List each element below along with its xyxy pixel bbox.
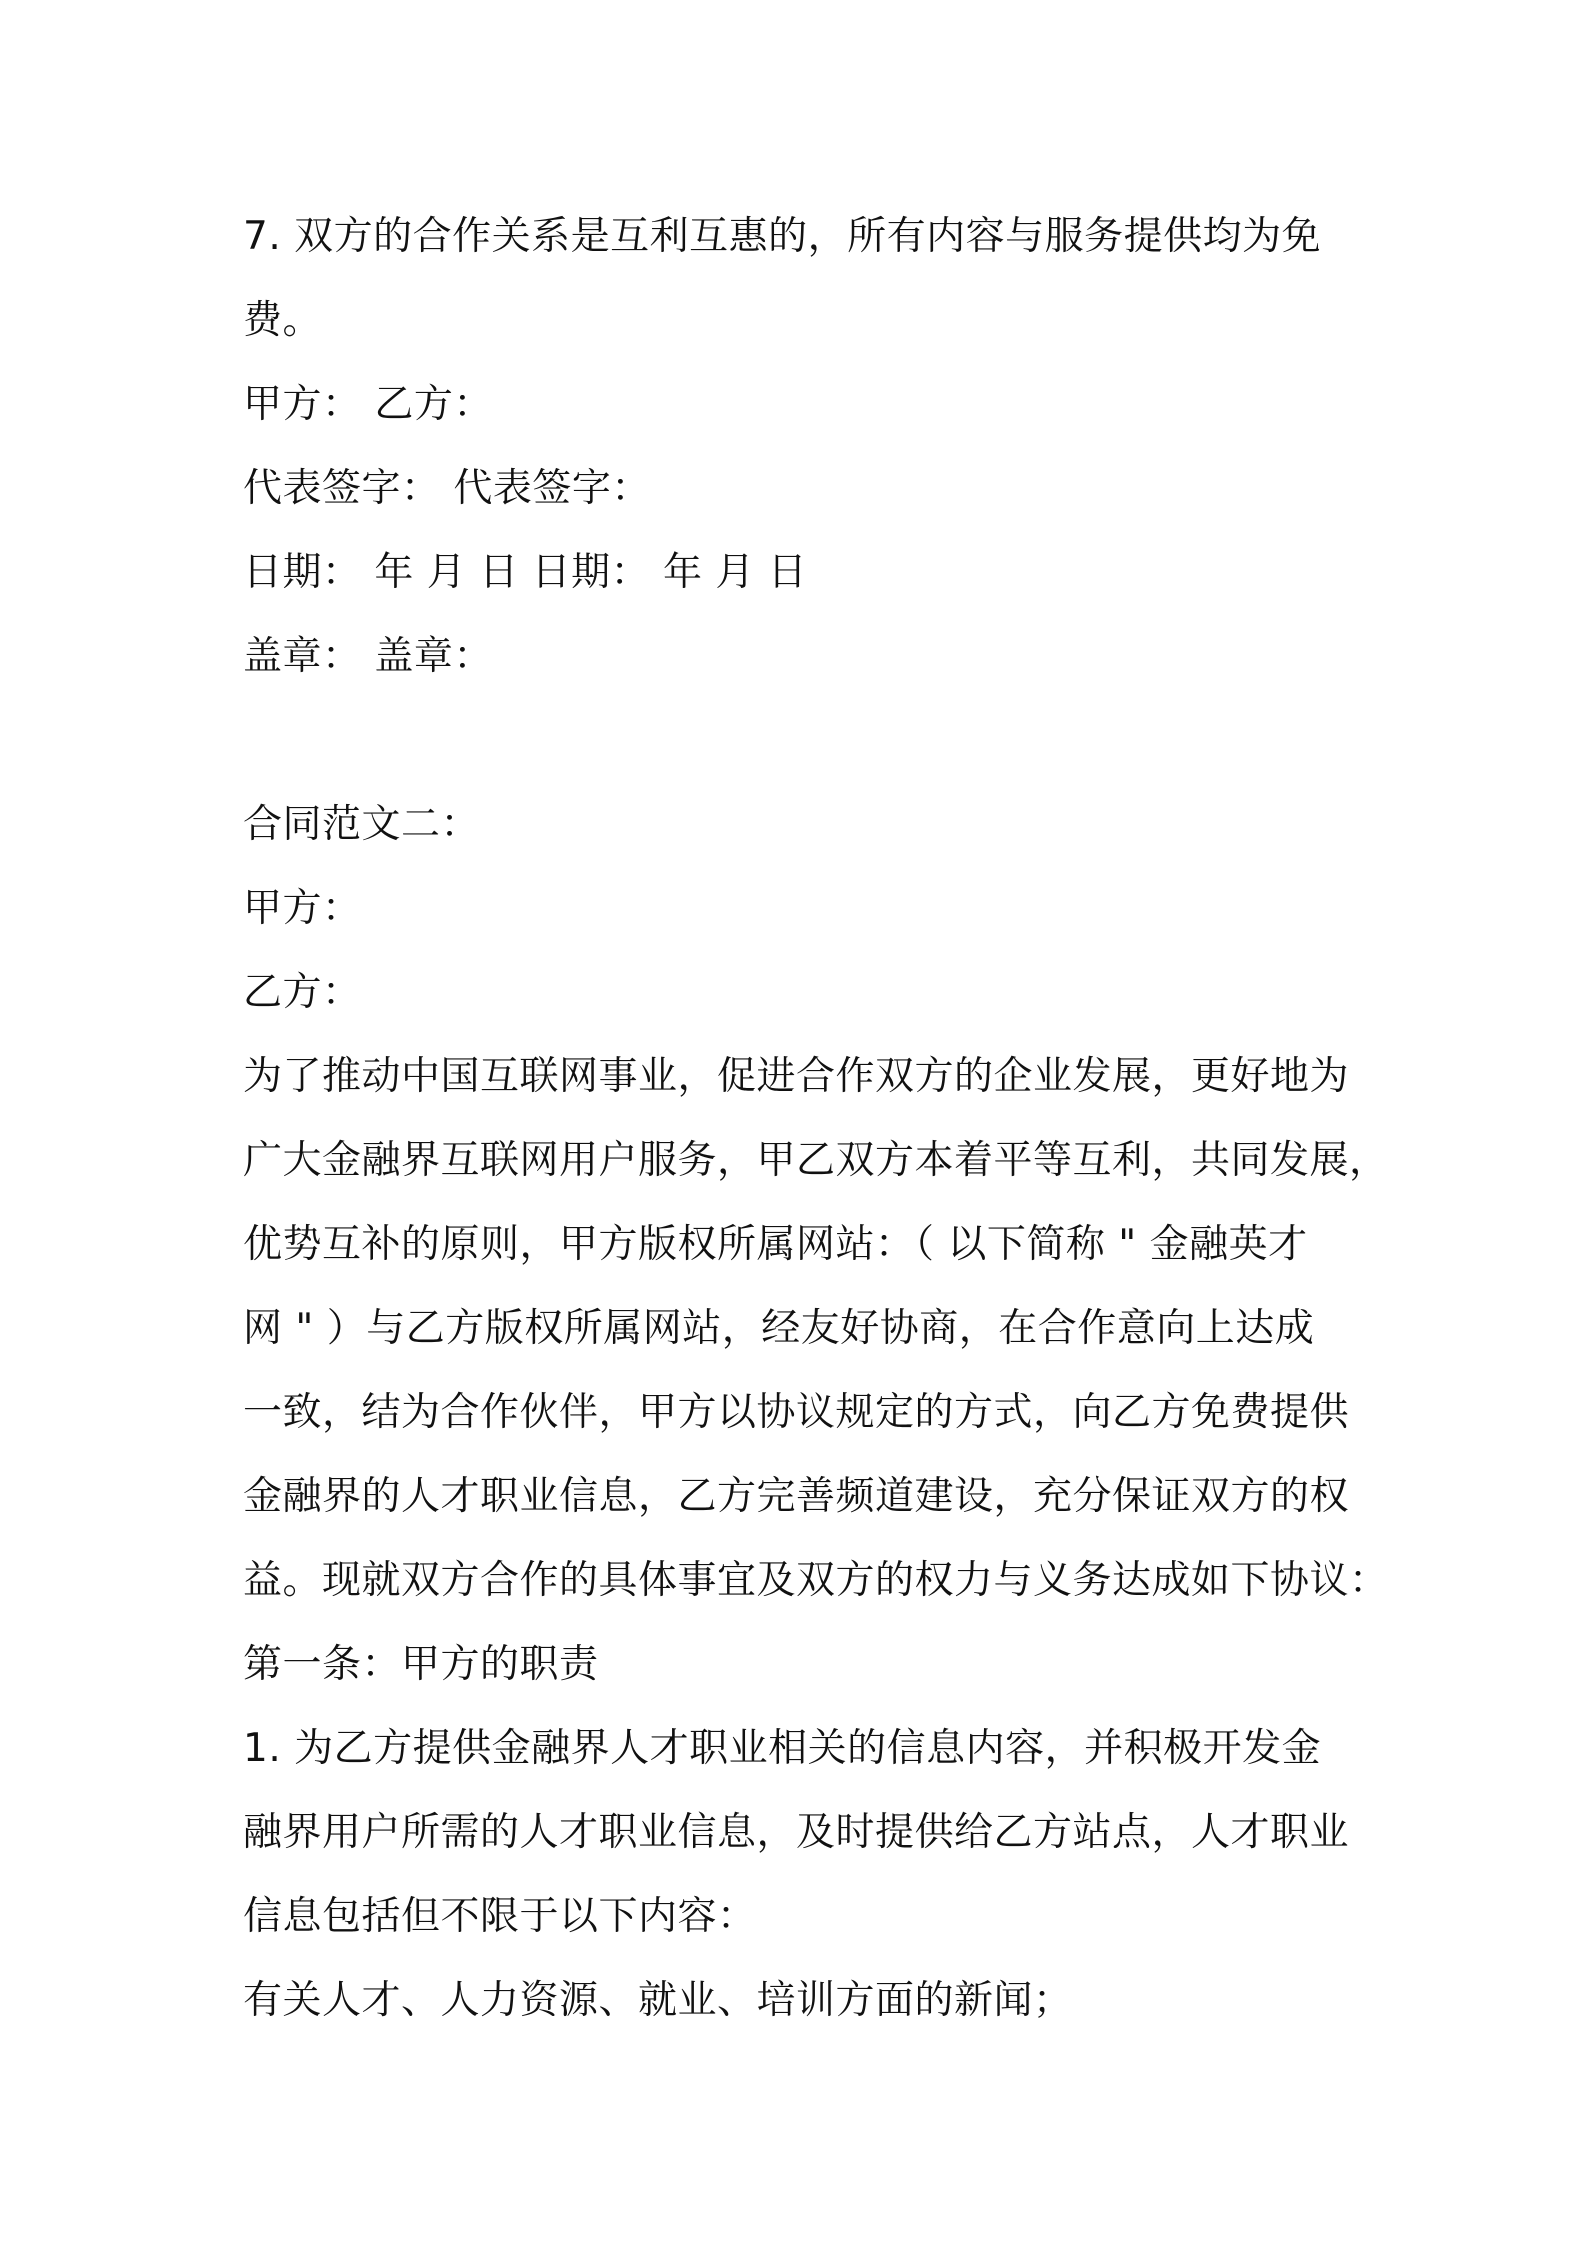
- signature-seals: 盖章： 盖章：: [243, 634, 493, 679]
- news-item-line: 有关人才、人力资源、就业、培训方面的新闻；: [243, 1978, 1073, 2023]
- intro-line: 一致，结为合作伙伴，甲方以协议规定的方式，向乙方免费提供: [243, 1390, 1350, 1435]
- intro-line: 为了推动中国互联网事业，促进合作双方的企业发展，更好地为: [243, 1054, 1350, 1099]
- signature-parties: 甲方： 乙方：: [243, 382, 493, 427]
- article-1-title: 第一条：甲方的职责: [243, 1642, 599, 1687]
- party-a-label: 甲方：: [243, 886, 362, 931]
- item-7-line-2: 费。: [243, 298, 323, 343]
- item-1-line: 信息包括但不限于以下内容：: [243, 1894, 757, 1939]
- item-1-line: 融界用户所需的人才职业信息，及时提供给乙方站点，人才职业: [243, 1810, 1350, 1855]
- intro-line: 网 " ）与乙方版权所属网站，经友好协商，在合作意向上达成: [243, 1306, 1315, 1351]
- item-7-line-1: 7. 双方的合作关系是互利互惠的，所有内容与服务提供均为免: [243, 214, 1322, 259]
- intro-line: 广大金融界互联网用户服务，甲乙双方本着平等互利，共同发展，: [243, 1138, 1389, 1183]
- intro-line: 优势互补的原则，甲方版权所属网站：（ 以下简称 " 金融英才: [243, 1222, 1308, 1267]
- signature-representatives: 代表签字： 代表签字：: [243, 466, 651, 511]
- intro-line: 金融界的人才职业信息，乙方完善频道建设，充分保证双方的权: [243, 1474, 1350, 1519]
- signature-dates: 日期： 年 月 日 日期： 年 月 日: [243, 550, 808, 595]
- intro-line: 益。现就双方合作的具体事宜及双方的权力与义务达成如下协议：: [243, 1558, 1389, 1603]
- section-spacer: [243, 699, 1358, 783]
- sample-two-title: 合同范文二：: [243, 802, 481, 847]
- document-body: [243, 195, 1389, 2043]
- item-1-line: 1. 为乙方提供金融界人才职业相关的信息内容，并积极开发金: [243, 1726, 1322, 1771]
- party-b-label: 乙方：: [243, 970, 362, 1015]
